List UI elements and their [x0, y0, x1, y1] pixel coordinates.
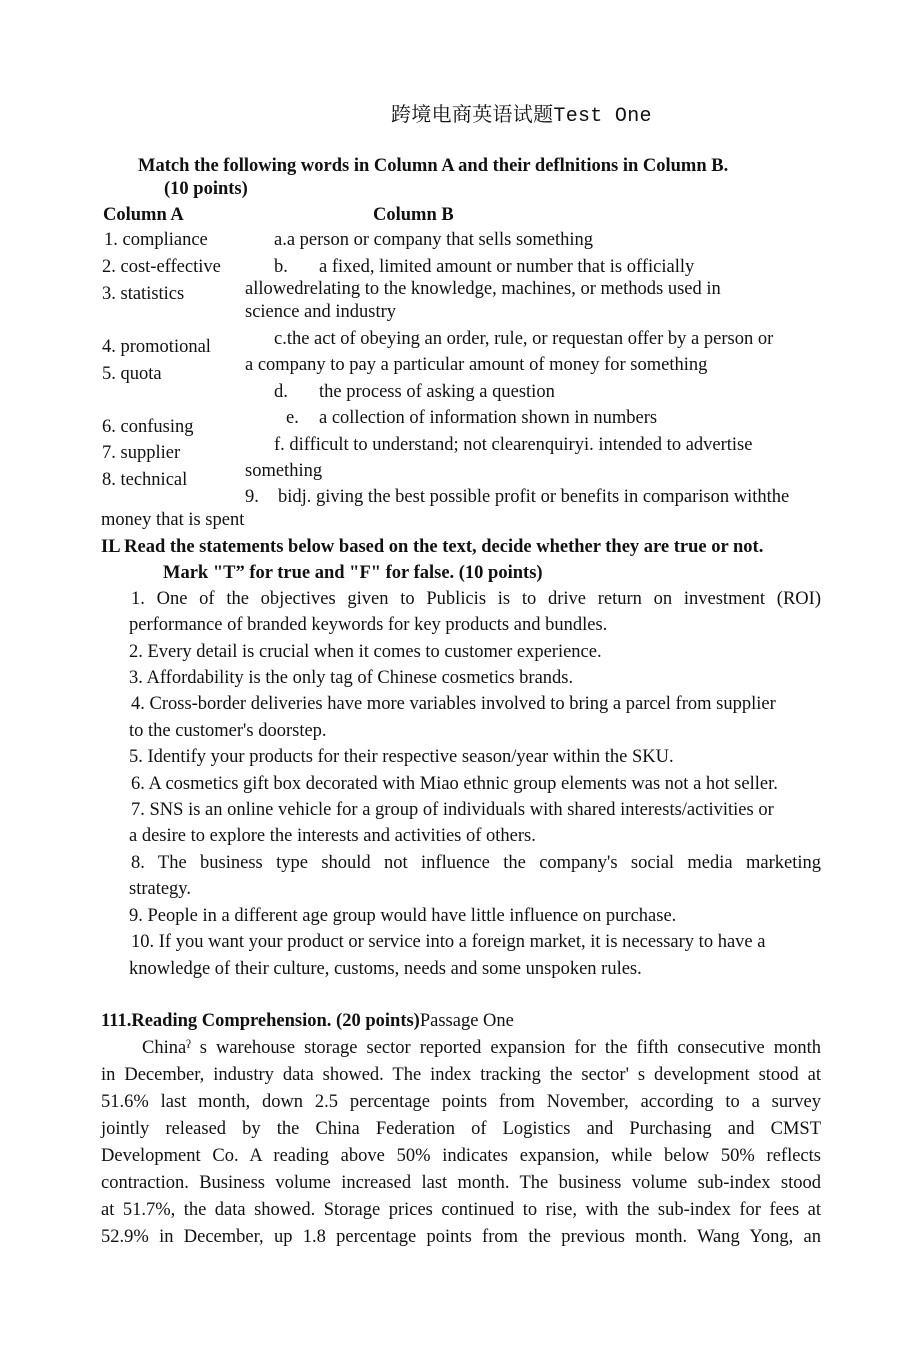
title-english: Test One — [553, 105, 652, 128]
page-title — [391, 98, 652, 128]
definition-f: f. difficult to understand; not clearenquiryi. intended to advertise — [274, 435, 753, 455]
statement-3: 3. Affordability is the only tag of Chinese cosmetics brands. — [129, 668, 574, 688]
definition-d: the process of asking a question — [319, 382, 555, 402]
statement-7-cont: a desire to explore the interests and activities of others. — [129, 826, 536, 846]
definition-b: a fixed, limited amount or number that is officially — [319, 257, 695, 277]
section1-heading: Match the following words in Column A and their deflnitions in Column B. — [138, 156, 729, 176]
passage-line: contraction. Business volume increased last month. The business volume sub-index stood — [101, 1173, 821, 1193]
statement-8: 8. The business type should not influence the company's social media marketing — [131, 853, 821, 873]
column-a-item: 2. cost-effective — [102, 257, 221, 277]
definition-d-label: d. — [274, 382, 288, 402]
title-chinese: 跨境电商英语试题 — [391, 104, 554, 126]
definition-c: c.the act of obeying an order, rule, or requestan offer by a person or — [274, 329, 774, 349]
definition-a: a.a person or company that sells something — [274, 230, 594, 250]
definition-g-cont: money that is spent — [101, 510, 245, 530]
passage-line: jointly released by the China Federation of Logistics and Purchasing and CMST — [101, 1119, 821, 1139]
definition-g-label: 9. — [245, 487, 259, 507]
definition-f-cont: something — [245, 461, 323, 481]
statement-10: 10. If you want your product or service into a foreign market, it is necessary to have a — [131, 932, 766, 952]
column-b-header: Column B — [373, 205, 454, 225]
column-a-item: 3. statistics — [102, 284, 185, 304]
column-a-item: 4. promotional — [102, 337, 211, 357]
statement-2: 2. Every detail is crucial when it comes to customer experience. — [129, 642, 602, 662]
definition-b-cont: allowedrelating to the knowledge, machines, or methods used in — [245, 279, 721, 299]
statement-1-cont: performance of branded keywords for key products and bundles. — [129, 615, 608, 635]
column-a-header: Column A — [103, 205, 184, 225]
statement-9: 9. People in a different age group would have little influence on purchase. — [129, 906, 677, 926]
passage-line: 52.9% in December, up 1.8 percentage points from the previous month. Wang Yong, an — [101, 1227, 821, 1247]
section1-points: (10 points) — [164, 179, 248, 199]
statement-7: 7. SNS is an online vehicle for a group of individuals with shared interests/activities or — [131, 800, 774, 820]
definition-e: a collection of information shown in numbers — [319, 408, 658, 428]
statement-4: 4. Cross-border deliveries have more variables involved to bring a parcel from supplier — [131, 694, 776, 714]
passage-line: Chinaˀ s warehouse storage sector reported expansion for the fifth consecutive month — [142, 1038, 821, 1058]
statement-6: 6. A cosmetics gift box decorated with Miao ethnic group elements was not a hot seller. — [131, 774, 778, 794]
statement-1: 1. One of the objectives given to Publicis is to drive return on investment (ROI) — [131, 589, 821, 609]
passage-line: Development Co. A reading above 50% indicates expansion, while below 50% reflects — [101, 1146, 821, 1166]
section3-title: 111.Reading Comprehension. (20 points) — [101, 1011, 420, 1031]
passage-line: 51.6% last month, down 2.5 percentage points from November, according to a survey — [101, 1092, 821, 1112]
statement-5: 5. Identify your products for their respective season/year within the SKU. — [129, 747, 674, 767]
column-a-item: 6. confusing — [102, 417, 194, 437]
section2-heading: IL Read the statements below based on the text, decide whether they are true or not. — [101, 537, 764, 557]
column-a-item: 7. supplier — [102, 443, 181, 463]
passage-label: Passage One — [419, 1011, 514, 1031]
column-a-item: 5. quota — [102, 364, 162, 384]
section3-heading — [101, 1008, 514, 1034]
statement-10-cont: knowledge of their culture, customs, needs and some unspoken rules. — [129, 959, 642, 979]
statement-8-cont: strategy. — [129, 879, 191, 899]
passage-line: at 51.7%, the data showed. Storage prices continued to rise, with the sub-index for fees at — [101, 1200, 821, 1220]
section2-heading-2: Mark "T” for true and "F" for false. (10 points) — [163, 563, 543, 583]
statement-4-cont: to the customer's doorstep. — [129, 721, 327, 741]
definition-b-label: b. — [274, 257, 288, 277]
column-a-item: 8. technical — [102, 470, 188, 490]
definition-e-label: e. — [286, 408, 299, 428]
passage-line: in December, industry data showed. The index tracking the sector' s development stood at — [101, 1065, 821, 1085]
definition-g: bidj. giving the best possible profit or benefits in comparison withthe — [278, 487, 790, 507]
column-a-item: 1. compliance — [104, 230, 208, 250]
definition-b-cont: science and industry — [245, 302, 397, 322]
definition-c-cont: a company to pay a particular amount of money for something — [245, 355, 708, 375]
